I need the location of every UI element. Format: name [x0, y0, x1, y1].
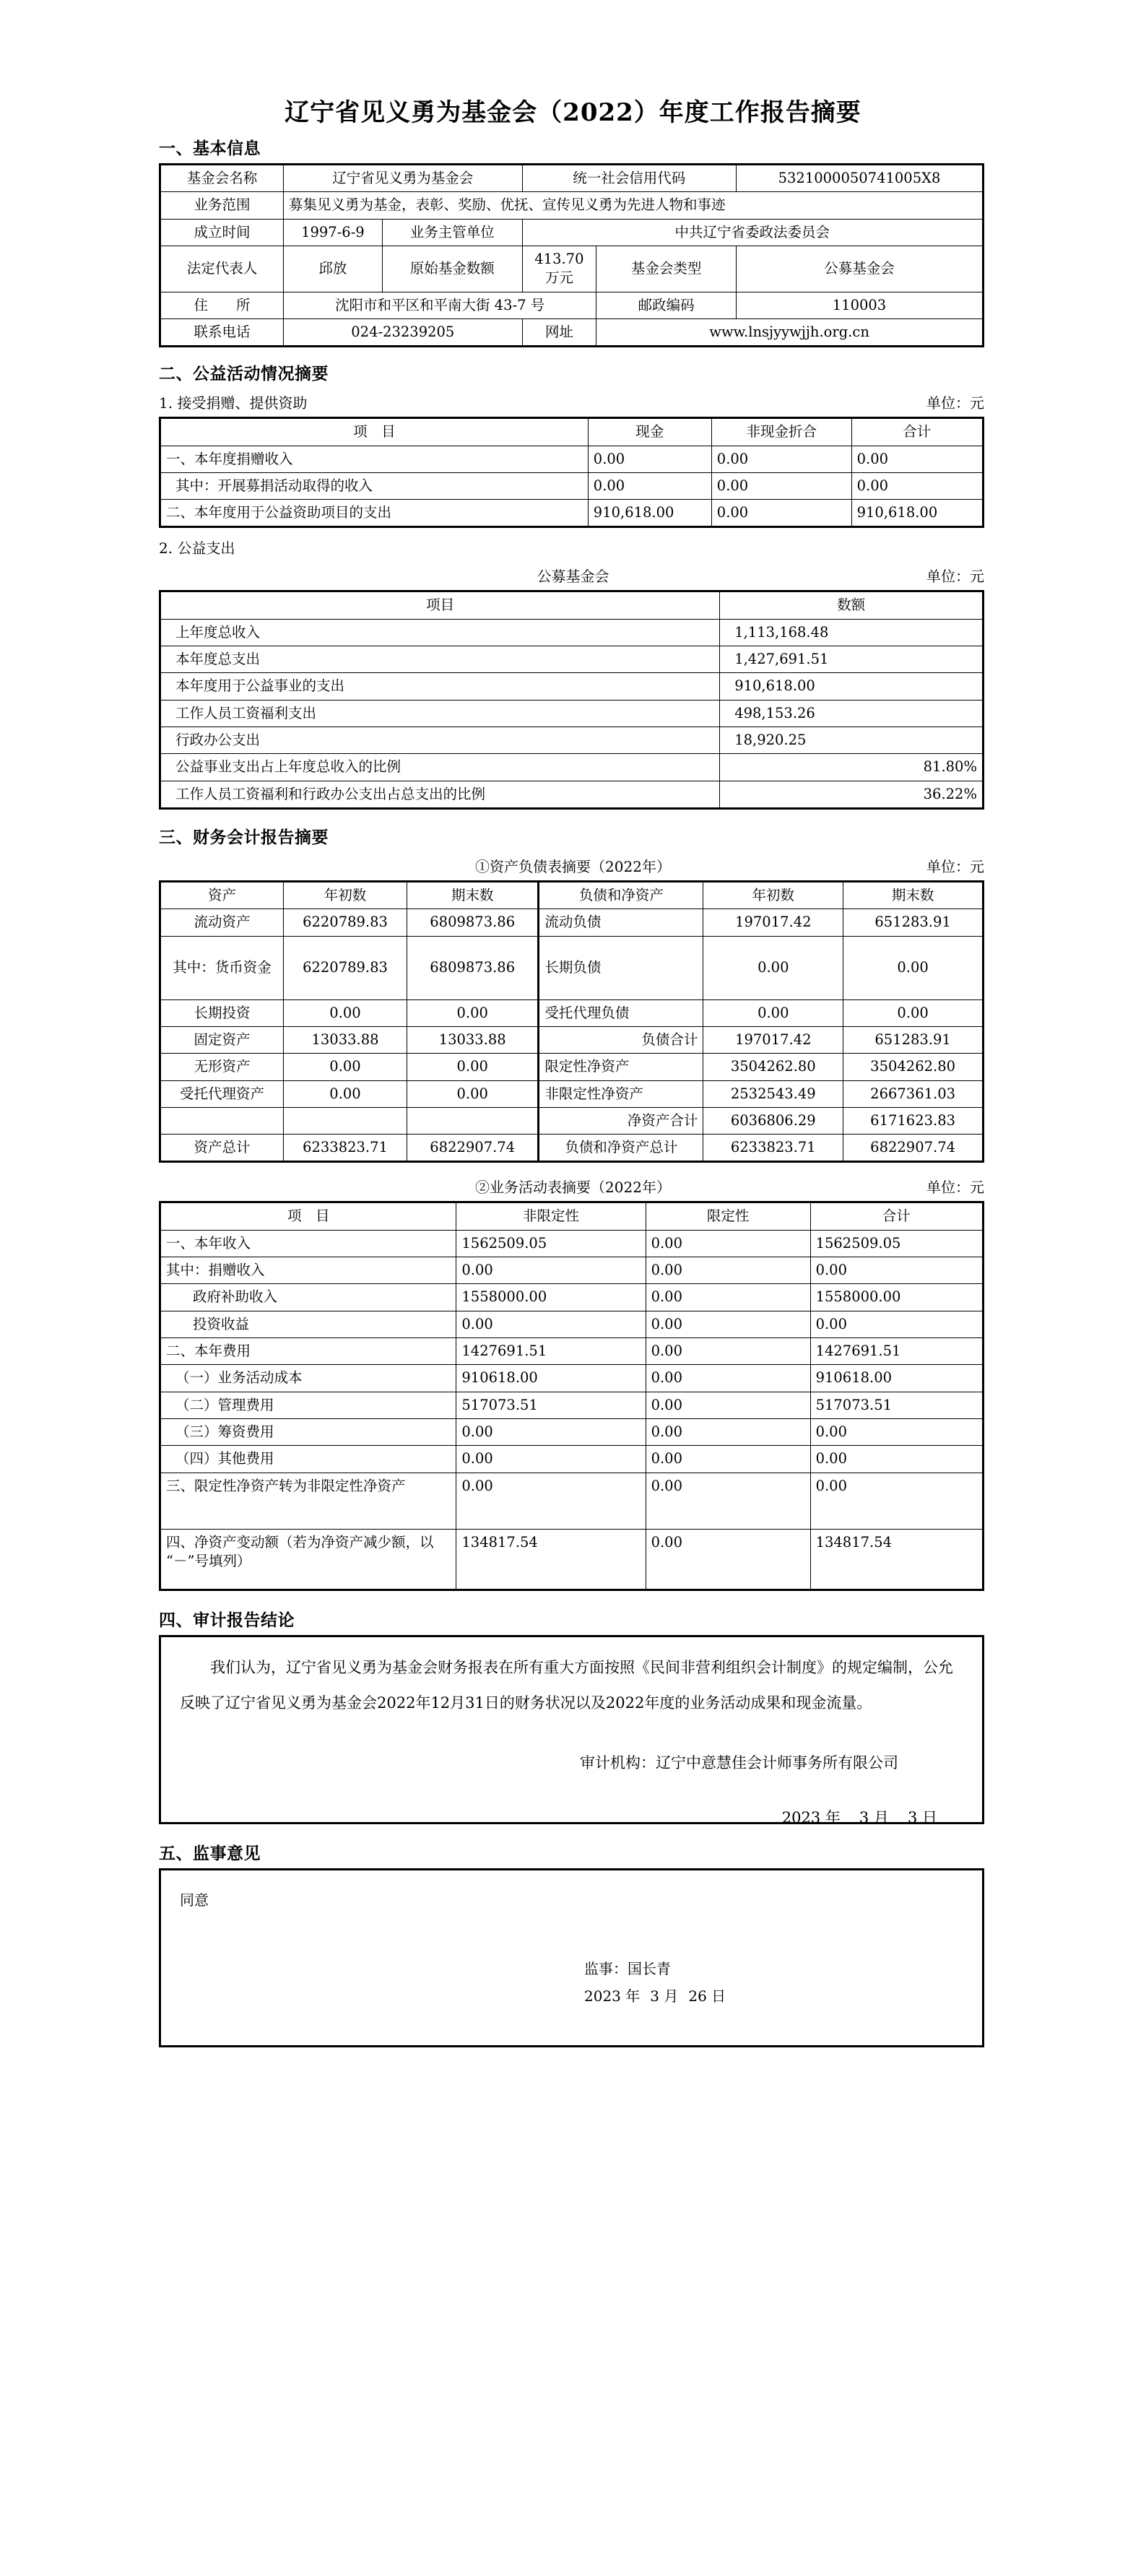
- cell-liability-end: 0.00: [843, 936, 984, 999]
- row-label: （一）业务活动成本: [160, 1365, 456, 1392]
- col-header-noncash: 非现金折合: [711, 418, 851, 446]
- cell-restricted: 0.00: [646, 1418, 810, 1445]
- table-row: [160, 219, 984, 246]
- expenditure-caption-row: [130, 565, 1016, 586]
- business-scope-value: 募集见义勇为基金，表彰、奖励、优抚、宣传见义勇为先进人物和事迹: [284, 192, 984, 219]
- cell-liability-end: 2667361.03: [843, 1080, 984, 1107]
- cell-restricted: 0.00: [646, 1529, 810, 1590]
- cell-total: 1562509.05: [810, 1230, 983, 1257]
- cell-amount: 1,113,168.48: [720, 619, 984, 646]
- cell-asset-end: 6822907.74: [407, 1135, 539, 1162]
- row-label: 一、本年度捐赠收入: [160, 446, 589, 472]
- table-row: [160, 1257, 984, 1284]
- col-header-asset-end: 期末数: [407, 881, 539, 908]
- row-label: 其中：捐赠收入: [160, 1257, 456, 1284]
- col-header-item: 项 目: [160, 418, 589, 446]
- table-row: [160, 1392, 984, 1418]
- cell-restricted: 0.00: [646, 1257, 810, 1284]
- address-value: 沈阳市和平区和平南大街 43-7 号: [284, 292, 596, 318]
- expenditure-unit: 单位：元: [926, 568, 984, 586]
- cell-asset-begin: 0.00: [284, 1054, 407, 1080]
- table-row: [160, 472, 984, 499]
- address-label: 住 所: [160, 292, 284, 318]
- balance-sheet-table: [159, 880, 984, 1163]
- cell-asset-begin: 0.00: [284, 1080, 407, 1107]
- supervisor-opinion-text: 同意: [180, 1891, 209, 1909]
- activity-statement-table: [159, 1201, 984, 1590]
- cell-total: 0.00: [851, 472, 983, 499]
- cell-total: 0.00: [810, 1418, 983, 1445]
- table-header-row: [160, 1202, 984, 1230]
- cell-noncash: 0.00: [711, 500, 851, 527]
- col-header-assets: 资产: [160, 881, 284, 908]
- supervisor-unit-label: 业务主管单位: [382, 219, 522, 246]
- col-header-unrestricted: 非限定性: [456, 1202, 646, 1230]
- cell-total: 1427691.51: [810, 1338, 983, 1365]
- cell-asset-label: 其中：货币资金: [160, 936, 284, 999]
- supervisor-date-line: [584, 1982, 963, 2010]
- expenditure-caption: 公募基金会: [537, 568, 609, 586]
- activity-statement-body: [160, 1230, 984, 1590]
- basic-info-table: [159, 163, 984, 347]
- founded-date-label: 成立时间: [160, 219, 284, 246]
- cell-total: 910,618.00: [851, 500, 983, 527]
- cell-total: 0.00: [851, 446, 983, 472]
- cell-liability-label: 负债和净资产总计: [539, 1135, 703, 1162]
- supervisor-name: 国长青: [628, 1959, 671, 1977]
- table-row: [160, 1080, 984, 1107]
- cell-asset-label: 长期投资: [160, 999, 284, 1026]
- table-row: [160, 781, 984, 808]
- row-label: 工作人员工资福利和行政办公支出占总支出的比例: [160, 781, 720, 808]
- table-row: [160, 1418, 984, 1445]
- activity-sheet-unit: 单位：元: [926, 1179, 984, 1197]
- donation-table-subheading: 1. 接受捐赠、提供资助: [159, 394, 308, 412]
- cell-noncash: 0.00: [711, 446, 851, 472]
- cell-unrestricted: 0.00: [456, 1311, 646, 1337]
- table-row: [160, 1338, 984, 1365]
- postcode-label: 邮政编码: [596, 292, 737, 318]
- col-header-item: 项目: [160, 591, 720, 619]
- cell-liability-begin: 3504262.80: [703, 1054, 843, 1080]
- cell-liability-begin: 197017.42: [703, 1026, 843, 1053]
- cell-asset-label: 资产总计: [160, 1135, 284, 1162]
- cell-asset-label: [160, 1107, 284, 1134]
- row-label: 本年度总支出: [160, 646, 720, 673]
- table-row: [160, 1107, 984, 1134]
- table-row: [160, 292, 984, 318]
- activity-sheet-caption: ②业务活动表摘要（2022年）: [475, 1179, 671, 1197]
- legal-rep-value: 邱放: [284, 246, 383, 292]
- cell-unrestricted: 910618.00: [456, 1365, 646, 1392]
- cell-total: 0.00: [810, 1473, 983, 1529]
- supervisor-signature-block: [180, 1955, 963, 2010]
- donation-table-body: [160, 446, 984, 527]
- cell-amount: 910,618.00: [720, 673, 984, 700]
- table-row: [160, 1311, 984, 1337]
- audit-date-year: 2023 年: [781, 1808, 841, 1826]
- row-label: 政府补助收入: [160, 1284, 456, 1311]
- supervisor-date-month: 3 月: [650, 1987, 679, 2005]
- cell-asset-label: 流动资产: [160, 909, 284, 936]
- cell-total: 517073.51: [810, 1392, 983, 1418]
- phone-label: 联系电话: [160, 318, 284, 346]
- col-header-total: 合计: [810, 1202, 983, 1230]
- row-label: 投资收益: [160, 1311, 456, 1337]
- foundation-name-value: 辽宁省见义勇为基金会: [284, 165, 523, 192]
- phone-value: 024-23239205: [284, 318, 523, 346]
- cell-asset-end: 6809873.86: [407, 936, 539, 999]
- cell-asset-begin: 6233823.71: [284, 1135, 407, 1162]
- table-row: [160, 909, 984, 936]
- foundation-name-label: 基金会名称: [160, 165, 284, 192]
- table-row: [160, 446, 984, 472]
- table-row: [160, 1230, 984, 1257]
- cell-liability-label: 长期负债: [539, 936, 703, 999]
- table-row: [160, 246, 984, 292]
- supervisor-opinion-box: [159, 1868, 984, 2047]
- balance-sheet-unit: 单位：元: [926, 857, 984, 875]
- cell-liability-begin: 0.00: [703, 999, 843, 1026]
- table-row: [160, 500, 984, 527]
- cell-amount: 18,920.25: [720, 727, 984, 754]
- section-heading-public-welfare: 二、公益活动情况摘要: [159, 364, 329, 384]
- table-header-row: [160, 881, 984, 908]
- cell-liability-begin: 2532543.49: [703, 1080, 843, 1107]
- row-label: 公益事业支出占上年度总收入的比例: [160, 754, 720, 781]
- audit-agency-line: [180, 1745, 963, 1781]
- supervisor-date-day: 26 日: [688, 1987, 726, 2005]
- table-row: [160, 727, 984, 754]
- website-value: www.lnsjyywjjh.org.cn: [596, 318, 984, 346]
- table-row: [160, 1026, 984, 1053]
- section-heading-financial-report: 三、财务会计报告摘要: [159, 827, 329, 847]
- cell-asset-label: 受托代理资产: [160, 1080, 284, 1107]
- audit-date-month: 3 月: [859, 1808, 889, 1826]
- cell-cash: 0.00: [588, 472, 711, 499]
- table-row: [160, 1473, 984, 1529]
- cell-liability-end: 651283.91: [843, 909, 984, 936]
- cell-liability-begin: 0.00: [703, 936, 843, 999]
- table-row: [160, 1529, 984, 1590]
- table-header-row: [160, 591, 984, 619]
- cell-liability-begin: 6036806.29: [703, 1107, 843, 1134]
- cell-asset-begin: 0.00: [284, 999, 407, 1026]
- expenditure-subheading: 2. 公益支出: [159, 539, 235, 558]
- cell-liability-end: 0.00: [843, 999, 984, 1026]
- table-row: [160, 700, 984, 727]
- audit-conclusion-text: 我们认为，辽宁省见义勇为基金会财务报表在所有重大方面按照《民间非营利组织会计制度》的规定编制，公允反映了辽宁省见义勇为基金会2022年12月31日的财务状况以及2022年度的业务活动成果和现金流量。: [180, 1658, 953, 1712]
- audit-date-day: 3 日: [907, 1808, 937, 1826]
- row-label: （二）管理费用: [160, 1392, 456, 1418]
- cell-amount: 1,427,691.51: [720, 646, 984, 673]
- cell-liability-label: 负债合计: [539, 1026, 703, 1053]
- col-header-total: 合计: [851, 418, 983, 446]
- table-row: [160, 1446, 984, 1473]
- cell-liability-label: 受托代理负债: [539, 999, 703, 1026]
- cell-restricted: 0.00: [646, 1338, 810, 1365]
- section-heading-audit-conclusion: 四、审计报告结论: [159, 1610, 295, 1630]
- cell-total: 134817.54: [810, 1529, 983, 1590]
- page-title: 辽宁省见义勇为基金会（2022）年度工作报告摘要: [285, 98, 861, 127]
- cell-asset-end: 6809873.86: [407, 909, 539, 936]
- cell-total: 1558000.00: [810, 1284, 983, 1311]
- audit-agency-label: 审计机构：: [580, 1754, 656, 1772]
- supervisor-unit-value: 中共辽宁省委政法委员会: [522, 219, 983, 246]
- cell-noncash: 0.00: [711, 472, 851, 499]
- cell-restricted: 0.00: [646, 1284, 810, 1311]
- audit-agency-value: 辽宁中意慧佳会计师事务所有限公司: [656, 1754, 898, 1772]
- credit-code-value: 5321000050741005X8: [736, 165, 983, 192]
- supervisor-date-year: 2023 年: [584, 1987, 641, 2005]
- cell-restricted: 0.00: [646, 1473, 810, 1529]
- row-label: 行政办公支出: [160, 727, 720, 754]
- row-label: 一、本年收入: [160, 1230, 456, 1257]
- table-row: [160, 1284, 984, 1311]
- cell-unrestricted: 0.00: [456, 1418, 646, 1445]
- cell-restricted: 0.00: [646, 1392, 810, 1418]
- section-heading-basic-info: 一、基本信息: [159, 139, 261, 158]
- table-row: [160, 936, 984, 999]
- cell-restricted: 0.00: [646, 1311, 810, 1337]
- cell-unrestricted: 134817.54: [456, 1529, 646, 1590]
- row-label: 其中：开展募捐活动取得的收入: [160, 472, 589, 499]
- cell-liability-end: 6171623.83: [843, 1107, 984, 1134]
- col-header-restricted: 限定性: [646, 1202, 810, 1230]
- supervisor-label: 监事：: [584, 1959, 628, 1977]
- table-row: [160, 754, 984, 781]
- audit-date-line: [180, 1800, 963, 1836]
- table-row: [160, 999, 984, 1026]
- cell-asset-end: 0.00: [407, 1080, 539, 1107]
- cell-restricted: 0.00: [646, 1365, 810, 1392]
- foundation-type-value: 公募基金会: [736, 246, 983, 292]
- col-header-item: 项 目: [160, 1202, 456, 1230]
- cell-liability-label: 流动负债: [539, 909, 703, 936]
- balance-sheet-body: [160, 909, 984, 1162]
- cell-asset-begin: 6220789.83: [284, 909, 407, 936]
- donation-table-subheading-row: [130, 391, 1016, 412]
- table-row: [160, 1135, 984, 1162]
- cell-liability-end: 3504262.80: [843, 1054, 984, 1080]
- business-scope-label: 业务范围: [160, 192, 284, 219]
- cell-asset-begin: [284, 1107, 407, 1134]
- table-row: [160, 318, 984, 346]
- cell-restricted: 0.00: [646, 1446, 810, 1473]
- donation-funding-table: [159, 417, 984, 528]
- cell-total: 0.00: [810, 1311, 983, 1337]
- cell-total: 0.00: [810, 1257, 983, 1284]
- cell-unrestricted: 0.00: [456, 1473, 646, 1529]
- cell-liability-label: 净资产合计: [539, 1107, 703, 1134]
- original-fund-label: 原始基金数额: [382, 246, 522, 292]
- cell-asset-begin: 6220789.83: [284, 936, 407, 999]
- col-header-asset-begin: 年初数: [284, 881, 407, 908]
- row-label: 工作人员工资福利支出: [160, 700, 720, 727]
- cell-liability-begin: 6233823.71: [703, 1135, 843, 1162]
- cell-restricted: 0.00: [646, 1230, 810, 1257]
- table-row: [160, 646, 984, 673]
- audit-conclusion-box: [159, 1635, 984, 1824]
- cell-total: 0.00: [810, 1446, 983, 1473]
- row-label: 上年度总收入: [160, 619, 720, 646]
- col-header-liabilities: 负债和净资产: [539, 881, 703, 908]
- col-header-liab-end: 期末数: [843, 881, 984, 908]
- table-row: [160, 1365, 984, 1392]
- original-fund-value: 413.70万元: [522, 246, 596, 292]
- cell-amount: 498,153.26: [720, 700, 984, 727]
- row-label: 四、净资产变动额（若为净资产减少额，以“－”号填列）: [160, 1529, 456, 1590]
- cell-amount: 81.80%: [720, 754, 984, 781]
- donation-table-unit: 单位：元: [926, 394, 984, 412]
- cell-asset-end: 0.00: [407, 999, 539, 1026]
- credit-code-label: 统一社会信用代码: [522, 165, 736, 192]
- col-header-cash: 现金: [588, 418, 711, 446]
- balance-sheet-caption: ①资产负债表摘要（2022年）: [475, 857, 671, 875]
- cell-liability-end: 6822907.74: [843, 1135, 984, 1162]
- table-header-row: [160, 418, 984, 446]
- cell-cash: 0.00: [588, 446, 711, 472]
- cell-unrestricted: 1562509.05: [456, 1230, 646, 1257]
- row-label: （三）筹资费用: [160, 1418, 456, 1445]
- cell-unrestricted: 0.00: [456, 1446, 646, 1473]
- row-label: 二、本年费用: [160, 1338, 456, 1365]
- cell-unrestricted: 1558000.00: [456, 1284, 646, 1311]
- table-row: [160, 619, 984, 646]
- cell-asset-end: [407, 1107, 539, 1134]
- cell-liability-end: 651283.91: [843, 1026, 984, 1053]
- cell-asset-end: 13033.88: [407, 1026, 539, 1053]
- cell-unrestricted: 517073.51: [456, 1392, 646, 1418]
- row-label: 二、本年度用于公益资助项目的支出: [160, 500, 589, 527]
- cell-asset-label: 无形资产: [160, 1054, 284, 1080]
- cell-asset-end: 0.00: [407, 1054, 539, 1080]
- founded-date-value: 1997-6-9: [284, 219, 383, 246]
- cell-cash: 910,618.00: [588, 500, 711, 527]
- cell-unrestricted: 1427691.51: [456, 1338, 646, 1365]
- foundation-type-label: 基金会类型: [596, 246, 737, 292]
- public-expenditure-table: [159, 590, 984, 810]
- cell-unrestricted: 0.00: [456, 1257, 646, 1284]
- cell-liability-begin: 197017.42: [703, 909, 843, 936]
- activity-sheet-caption-row: [130, 1176, 1016, 1197]
- supervisor-name-line: [584, 1955, 963, 1982]
- row-label: 三、限定性净资产转为非限定性净资产: [160, 1473, 456, 1529]
- table-row: [160, 165, 984, 192]
- table-row: [160, 192, 984, 219]
- cell-asset-label: 固定资产: [160, 1026, 284, 1053]
- legal-rep-label: 法定代表人: [160, 246, 284, 292]
- section-heading-supervisor-opinion: 五、监事意见: [159, 1843, 261, 1863]
- expenditure-table-body: [160, 619, 984, 808]
- cell-amount: 36.22%: [720, 781, 984, 808]
- row-label: 本年度用于公益事业的支出: [160, 673, 720, 700]
- postcode-value: 110003: [736, 292, 983, 318]
- balance-sheet-caption-row: [130, 855, 1016, 876]
- col-header-amount: 数额: [720, 591, 984, 619]
- row-label: （四）其他费用: [160, 1446, 456, 1473]
- cell-total: 910618.00: [810, 1365, 983, 1392]
- cell-liability-label: 限定性净资产: [539, 1054, 703, 1080]
- table-row: [160, 673, 984, 700]
- cell-asset-begin: 13033.88: [284, 1026, 407, 1053]
- website-label: 网址: [522, 318, 596, 346]
- table-row: [160, 1054, 984, 1080]
- cell-liability-label: 非限定性净资产: [539, 1080, 703, 1107]
- col-header-liab-begin: 年初数: [703, 881, 843, 908]
